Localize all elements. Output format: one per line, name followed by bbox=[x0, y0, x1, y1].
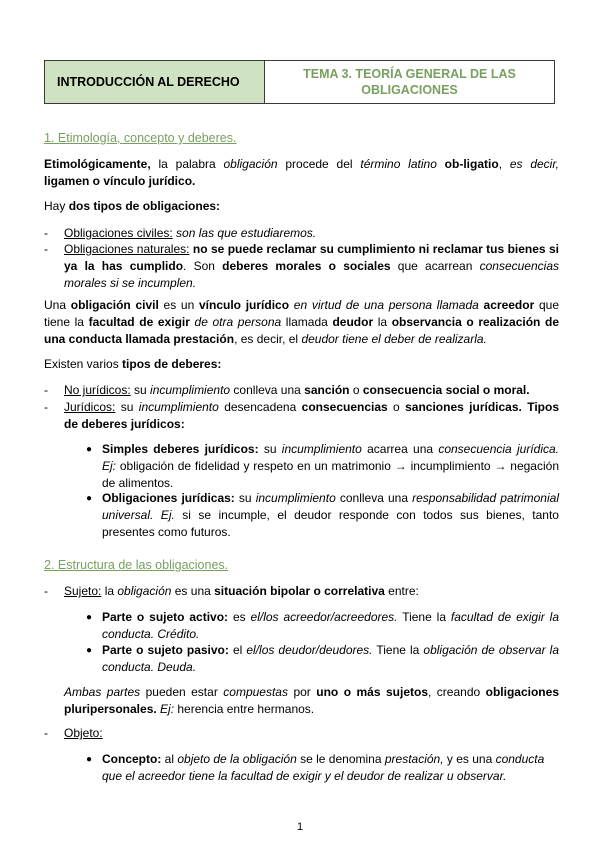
bullet-icon: ● bbox=[86, 493, 93, 504]
list-item-sujeto: Sujeto: la obligación es una situación bipolar o correlativa entre: bbox=[64, 584, 419, 598]
dash-marker: - bbox=[44, 726, 48, 740]
bullet-obligaciones-juridicas: Obligaciones jurídicas: su incumplimiento conlleva una responsabilidad patrimonial universal. Ej. si se incumple, el deudor responde con todos sus bienes, tanto presentes como futuros. bbox=[102, 491, 559, 539]
dash-marker: - bbox=[44, 584, 48, 598]
dash-marker: - bbox=[44, 242, 48, 256]
bullet-icon: ● bbox=[86, 754, 93, 765]
list-item-objeto: Objeto: bbox=[64, 726, 103, 740]
bullet-sujeto-activo: Parte o sujeto activo: es el/los acreedor/acreedores. Tiene la facultad de exigir la conducta. Crédito. bbox=[102, 610, 559, 641]
section-title-1: 1. Etimología, concepto y deberes. bbox=[44, 131, 237, 145]
header-table bbox=[44, 60, 555, 104]
course-title: INTRODUCCIÓN AL DERECHO bbox=[45, 61, 265, 103]
list-item-natural: Obligaciones naturales: no se puede reclamar su cumplimiento ni reclamar tus bienes si ya la has cumplido. Son deberes morales o sociales que acarrean consecuencias morales si se incumplen. bbox=[64, 242, 559, 290]
list-item-juridicos: Jurídicos: su incumplimiento desencadena consecuencias o sanciones jurídicas. Tipos de deberes jurídicos: bbox=[64, 400, 560, 431]
ambas-partes-paragraph: Ambas partes pueden estar compuestas por uno o más sujetos, creando obligaciones pluripersonales. Ej: herencia entre hermanos. bbox=[64, 685, 559, 716]
dash-marker: - bbox=[44, 400, 48, 414]
bullet-simples-deberes: Simples deberes jurídicos: su incumplimiento acarrea una consecuencia jurídica. Ej: obligación de fidelidad y respeto en un matrimonio → incumplimiento → negación de alimentos. bbox=[102, 442, 559, 490]
topic-title: TEMA 3. TEORÍA GENERAL DE LAS OBLIGACIONES bbox=[303, 67, 516, 97]
etymology-paragraph: Etimológicamente, la palabra obligación procede del término latino ob-ligatio, es decir, ligamen o vínculo jurídico. bbox=[44, 157, 560, 188]
duties-intro: Existen varios tipos de deberes: bbox=[44, 357, 222, 371]
bullet-icon: ● bbox=[86, 444, 93, 455]
bullet-icon: ● bbox=[86, 612, 93, 623]
list-item-no-juridicos: No jurídicos: su incumplimiento conlleva una sanción o consecuencia social o moral. bbox=[64, 383, 530, 397]
dash-marker: - bbox=[44, 383, 48, 397]
civil-obligation-paragraph: Una obligación civil es un vínculo jurídico en virtud de una persona llamada acreedor que tiene la facultad de exigir de otra persona llamada deudor la observancia o realización de una conducta llamada prestación, es decir, el deudor tiene el deber de realizarla. bbox=[44, 298, 559, 346]
types-intro: Hay dos tipos de obligaciones: bbox=[44, 199, 221, 213]
list-item-civil: Obligaciones civiles: son las que estudiaremos. bbox=[64, 226, 317, 240]
section-title-2: 2. Estructura de las obligaciones. bbox=[44, 558, 229, 572]
page-number: 1 bbox=[296, 821, 304, 833]
bullet-sujeto-pasivo: Parte o sujeto pasivo: el el/los deudor/deudores. Tiene la obligación de observar la conducta. Deuda. bbox=[102, 643, 560, 674]
bullet-concepto: Concepto: al objeto de la obligación se le denomina prestación, y es una conducta que el acreedor tiene la facultad de exigir y el deudor de realizar u observar. bbox=[102, 752, 545, 783]
bullet-icon: ● bbox=[86, 645, 93, 656]
dash-marker: - bbox=[44, 226, 48, 240]
